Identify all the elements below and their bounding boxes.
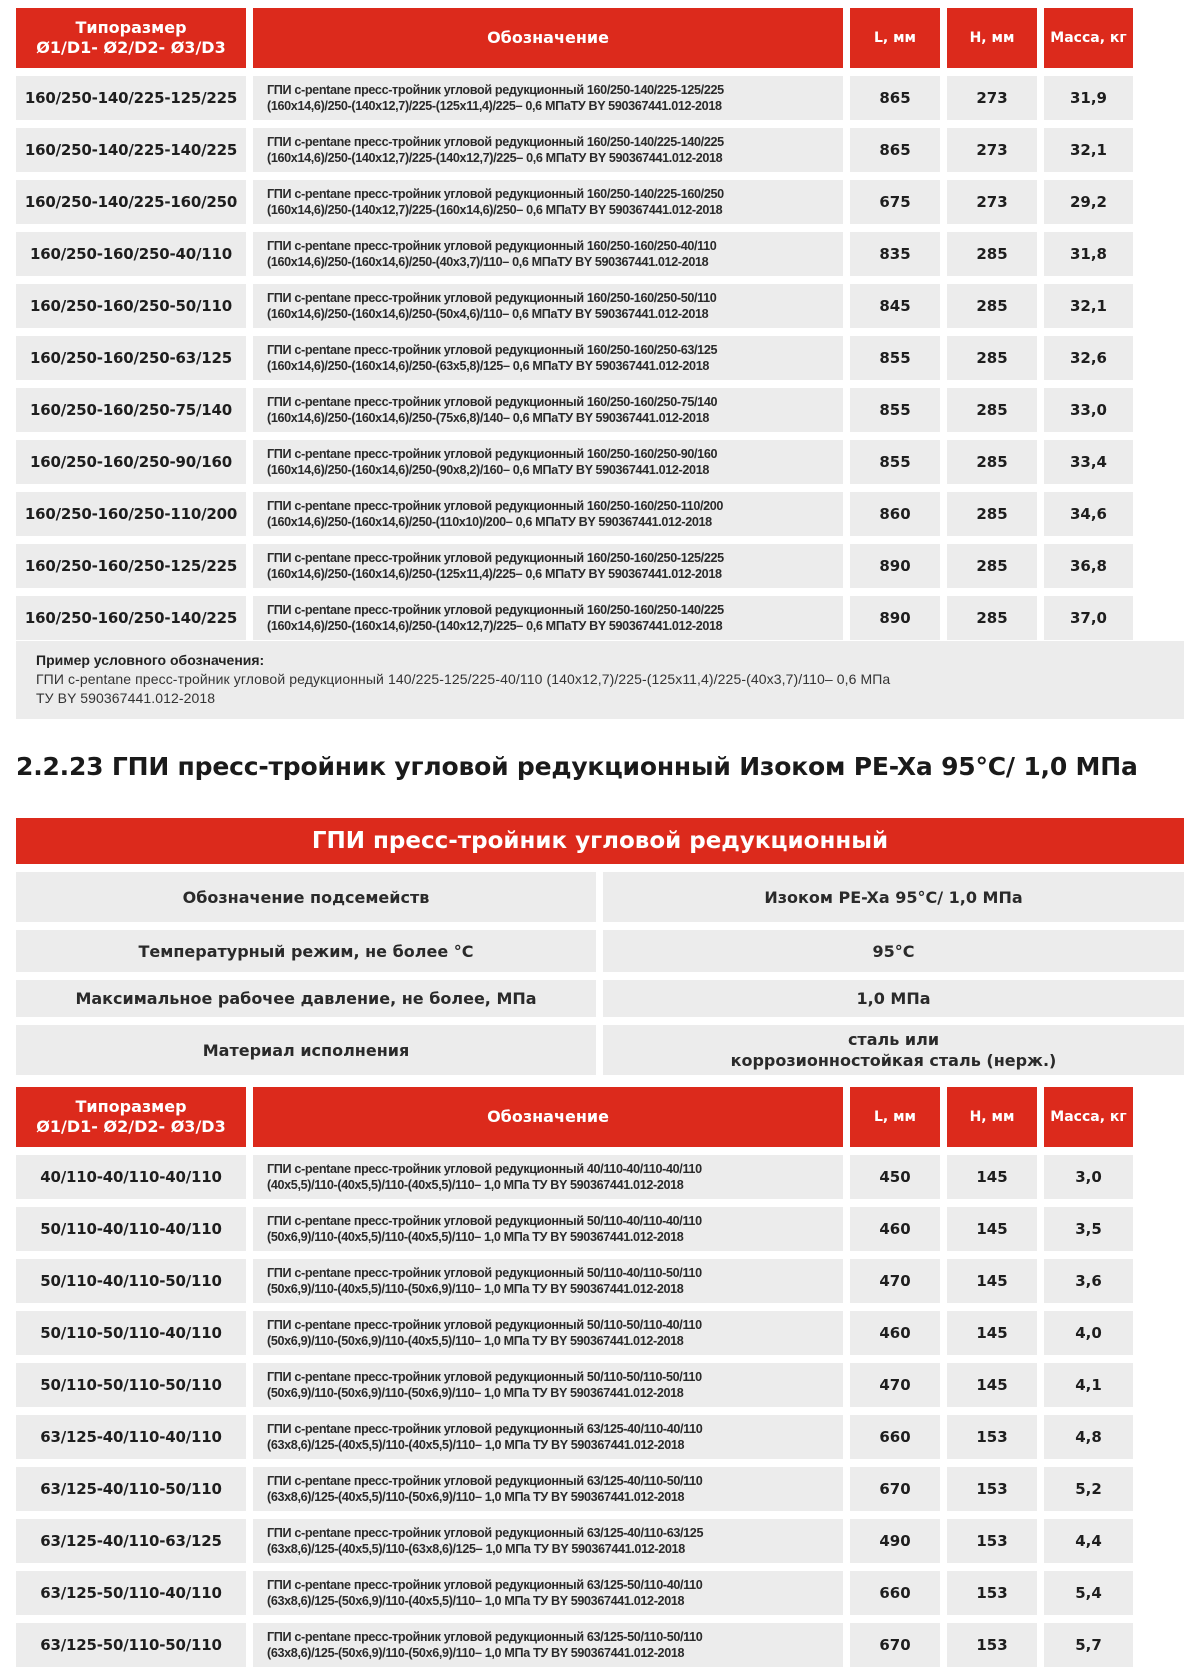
cell-mass: 4,4 — [1044, 1519, 1133, 1563]
cell-length: 845 — [850, 284, 940, 328]
cell-size: 63/125-40/110-40/110 — [16, 1415, 246, 1459]
designation-example — [16, 641, 1184, 719]
designation-line-2: (160x14,6)/250-(160x14,6)/250-(50x4,6)/110– 0,6 МПаТУ BY 590367441.012-2018 — [267, 307, 709, 321]
header-designation: Обозначение — [253, 8, 843, 68]
cell-height: 145 — [947, 1311, 1037, 1355]
designation-line-2: (40x5,5)/110-(40x5,5)/110-(40x5,5)/110– 1,0 МПа ТУ BY 590367441.012-2018 — [267, 1178, 684, 1192]
cell-designation — [253, 1259, 843, 1303]
cell-length: 675 — [850, 180, 940, 224]
property-row — [16, 1025, 1184, 1075]
cell-length: 890 — [850, 544, 940, 588]
cell-mass: 34,6 — [1044, 492, 1133, 536]
cell-mass: 37,0 — [1044, 596, 1133, 640]
cell-mass: 33,4 — [1044, 440, 1133, 484]
cell-designation — [253, 388, 843, 432]
cell-designation — [253, 492, 843, 536]
cell-size: 160/250-160/250-125/225 — [16, 544, 246, 588]
property-label: Максимальное рабочее давление, не более, МПа — [16, 980, 596, 1017]
cell-mass: 4,8 — [1044, 1415, 1133, 1459]
designation-line-2: (160x14,6)/250-(160x14,6)/250-(90x8,2)/160– 0,6 МПаТУ BY 590367441.012-2018 — [267, 463, 710, 477]
designation-line-1: ГПИ c-pentane пресс-тройник угловой редукционный 160/250-140/225-140/225 — [267, 135, 724, 149]
cell-height: 285 — [947, 596, 1037, 640]
example-line-2: ТУ BY 590367441.012-2018 — [36, 690, 216, 706]
cell-height: 285 — [947, 492, 1037, 536]
cell-size: 63/125-50/110-40/110 — [16, 1571, 246, 1615]
cell-length: 660 — [850, 1571, 940, 1615]
cell-designation — [253, 1519, 843, 1563]
header-size: Типоразмер Ø1/D1- Ø2/D2- Ø3/D3 — [16, 1087, 246, 1147]
cell-length: 470 — [850, 1363, 940, 1407]
designation-line-2: (160x14,6)/250-(160x14,6)/250-(75x6,8)/140– 0,6 МПаТУ BY 590367441.012-2018 — [267, 411, 710, 425]
cell-height: 145 — [947, 1259, 1037, 1303]
designation-line-1: ГПИ c-pentane пресс-тройник угловой редукционный 160/250-160/250-75/140 — [267, 395, 718, 409]
designation-line-1: ГПИ c-pentane пресс-тройник угловой редукционный 160/250-160/250-110/200 — [267, 499, 724, 513]
product-table-isokom — [16, 1087, 1184, 1675]
cell-height: 153 — [947, 1623, 1037, 1667]
cell-height: 285 — [947, 284, 1037, 328]
cell-size: 160/250-160/250-75/140 — [16, 388, 246, 432]
designation-line-2: (160x14,6)/250-(160x14,6)/250-(125x11,4)/225– 0,6 МПаТУ BY 590367441.012-2018 — [267, 567, 722, 581]
cell-length: 670 — [850, 1623, 940, 1667]
cell-designation — [253, 1415, 843, 1459]
cell-mass: 32,6 — [1044, 336, 1133, 380]
cell-size: 160/250-140/225-140/225 — [16, 128, 246, 172]
cell-length: 865 — [850, 76, 940, 120]
header-designation: Обозначение — [253, 1087, 843, 1147]
cell-mass: 32,1 — [1044, 128, 1133, 172]
designation-line-1: ГПИ c-pentane пресс-тройник угловой редукционный 50/110-40/110-40/110 — [267, 1214, 702, 1228]
designation-line-1: ГПИ c-pentane пресс-тройник угловой редукционный 160/250-140/225-125/225 — [267, 83, 724, 97]
header-mass: Масса, кг — [1044, 8, 1133, 68]
designation-line-2: (160x14,6)/250-(160x14,6)/250-(140x12,7)/225– 0,6 МПаТУ BY 590367441.012-2018 — [267, 619, 723, 633]
cell-mass: 33,0 — [1044, 388, 1133, 432]
property-value: 1,0 МПа — [603, 980, 1184, 1017]
property-label: Материал исполнения — [16, 1025, 596, 1075]
cell-length: 855 — [850, 336, 940, 380]
designation-line-2: (63x8,6)/125-(50x6,9)/110-(40x5,5)/110– 1,0 МПа ТУ BY 590367441.012-2018 — [267, 1594, 685, 1608]
cell-mass: 4,0 — [1044, 1311, 1133, 1355]
property-row — [16, 980, 1184, 1017]
designation-line-2: (63x8,6)/125-(40x5,5)/110-(63x8,6)/125– 1,0 МПа ТУ BY 590367441.012-2018 — [267, 1542, 685, 1556]
cell-length: 490 — [850, 1519, 940, 1563]
cell-height: 153 — [947, 1571, 1037, 1615]
designation-line-1: ГПИ c-pentane пресс-тройник угловой редукционный 63/125-50/110-50/110 — [267, 1630, 703, 1644]
cell-length: 460 — [850, 1207, 940, 1251]
cell-size: 160/250-160/250-110/200 — [16, 492, 246, 536]
cell-size: 160/250-160/250-140/225 — [16, 596, 246, 640]
cell-designation — [253, 232, 843, 276]
designation-line-1: ГПИ c-pentane пресс-тройник угловой редукционный 160/250-140/225-160/250 — [267, 187, 724, 201]
designation-line-2: (50x6,9)/110-(40x5,5)/110-(50x6,9)/110– 1,0 МПа ТУ BY 590367441.012-2018 — [267, 1282, 684, 1296]
designation-line-2: (160x14,6)/250-(140x12,7)/225-(140x12,7)/225– 0,6 МПаТУ BY 590367441.012-2018 — [267, 151, 723, 165]
cell-size: 50/110-40/110-50/110 — [16, 1259, 246, 1303]
header-length: L, мм — [850, 1087, 940, 1147]
cell-height: 273 — [947, 180, 1037, 224]
example-label: Пример условного обозначения: — [36, 652, 265, 668]
cell-length: 670 — [850, 1467, 940, 1511]
designation-line-1: ГПИ c-pentane пресс-тройник угловой редукционный 40/110-40/110-40/110 — [267, 1162, 702, 1176]
cell-size: 50/110-50/110-40/110 — [16, 1311, 246, 1355]
cell-designation — [253, 180, 843, 224]
cell-size: 40/110-40/110-40/110 — [16, 1155, 246, 1199]
property-row — [16, 930, 1184, 972]
property-value: Изоком PE-Xa 95°С/ 1,0 МПа — [603, 872, 1184, 922]
cell-height: 145 — [947, 1155, 1037, 1199]
designation-line-1: ГПИ c-pentane пресс-тройник угловой редукционный 160/250-160/250-125/225 — [267, 551, 724, 565]
cell-mass: 4,1 — [1044, 1363, 1133, 1407]
cell-designation — [253, 596, 843, 640]
property-label: Температурный режим, не более °С — [16, 930, 596, 972]
designation-line-2: (160x14,6)/250-(140x12,7)/225-(160x14,6)/250– 0,6 МПаТУ BY 590367441.012-2018 — [267, 203, 723, 217]
cell-designation — [253, 544, 843, 588]
cell-length: 890 — [850, 596, 940, 640]
designation-line-1: ГПИ c-pentane пресс-тройник угловой редукционный 63/125-40/110-50/110 — [267, 1474, 703, 1488]
cell-height: 285 — [947, 232, 1037, 276]
cell-size: 50/110-40/110-40/110 — [16, 1207, 246, 1251]
cell-size: 160/250-160/250-63/125 — [16, 336, 246, 380]
cell-height: 285 — [947, 544, 1037, 588]
designation-line-1: ГПИ c-pentane пресс-тройник угловой редукционный 160/250-160/250-90/160 — [267, 447, 718, 461]
header-mass: Масса, кг — [1044, 1087, 1133, 1147]
designation-line-2: (50x6,9)/110-(50x6,9)/110-(40x5,5)/110– 1,0 МПа ТУ BY 590367441.012-2018 — [267, 1334, 684, 1348]
cell-size: 50/110-50/110-50/110 — [16, 1363, 246, 1407]
designation-line-2: (63x8,6)/125-(50x6,9)/110-(50x6,9)/110– 1,0 МПа ТУ BY 590367441.012-2018 — [267, 1646, 685, 1660]
cell-mass: 5,4 — [1044, 1571, 1133, 1615]
cell-mass: 3,6 — [1044, 1259, 1133, 1303]
cell-length: 660 — [850, 1415, 940, 1459]
cell-length: 835 — [850, 232, 940, 276]
cell-designation — [253, 284, 843, 328]
cell-mass: 5,2 — [1044, 1467, 1133, 1511]
cell-designation — [253, 128, 843, 172]
cell-designation — [253, 1571, 843, 1615]
cell-height: 285 — [947, 388, 1037, 432]
designation-line-1: ГПИ c-pentane пресс-тройник угловой редукционный 50/110-40/110-50/110 — [267, 1266, 702, 1280]
cell-designation — [253, 1363, 843, 1407]
property-value: сталь или коррозионностойкая сталь (нерж.) — [603, 1025, 1184, 1075]
designation-line-2: (160x14,6)/250-(160x14,6)/250-(110x10)/200– 0,6 МПаТУ BY 590367441.012-2018 — [267, 515, 712, 529]
cell-length: 855 — [850, 388, 940, 432]
cell-mass: 31,9 — [1044, 76, 1133, 120]
designation-line-1: ГПИ c-pentane пресс-тройник угловой редукционный 160/250-160/250-63/125 — [267, 343, 718, 357]
cell-height: 145 — [947, 1207, 1037, 1251]
cell-mass: 5,7 — [1044, 1623, 1133, 1667]
designation-line-1: ГПИ c-pentane пресс-тройник угловой редукционный 160/250-160/250-40/110 — [267, 239, 717, 253]
designation-line-2: (160x14,6)/250-(160x14,6)/250-(40x3,7)/110– 0,6 МПаТУ BY 590367441.012-2018 — [267, 255, 709, 269]
designation-line-1: ГПИ c-pentane пресс-тройник угловой редукционный 160/250-160/250-140/225 — [267, 603, 724, 617]
designation-line-2: (160x14,6)/250-(160x14,6)/250-(63x5,8)/125– 0,6 МПаТУ BY 590367441.012-2018 — [267, 359, 710, 373]
designation-line-2: (50x6,9)/110-(40x5,5)/110-(40x5,5)/110– 1,0 МПа ТУ BY 590367441.012-2018 — [267, 1230, 684, 1244]
cell-size: 63/125-40/110-50/110 — [16, 1467, 246, 1511]
designation-line-2: (50x6,9)/110-(50x6,9)/110-(50x6,9)/110– 1,0 МПа ТУ BY 590367441.012-2018 — [267, 1386, 684, 1400]
cell-size: 160/250-160/250-50/110 — [16, 284, 246, 328]
cell-size: 63/125-50/110-50/110 — [16, 1623, 246, 1667]
cell-designation — [253, 1207, 843, 1251]
cell-size: 160/250-160/250-90/160 — [16, 440, 246, 484]
cell-length: 860 — [850, 492, 940, 536]
cell-mass: 36,8 — [1044, 544, 1133, 588]
section-title: 2.2.23 ГПИ пресс-тройник угловой редукционный Изоком PE-Xa 95°С/ 1,0 МПа — [16, 752, 1138, 781]
cell-designation — [253, 440, 843, 484]
cell-height: 273 — [947, 76, 1037, 120]
cell-mass: 31,8 — [1044, 232, 1133, 276]
cell-size: 160/250-140/225-160/250 — [16, 180, 246, 224]
cell-height: 153 — [947, 1519, 1037, 1563]
cell-designation — [253, 1155, 843, 1199]
designation-line-1: ГПИ c-pentane пресс-тройник угловой редукционный 63/125-40/110-40/110 — [267, 1422, 703, 1436]
cell-size: 63/125-40/110-63/125 — [16, 1519, 246, 1563]
cell-length: 470 — [850, 1259, 940, 1303]
cell-height: 153 — [947, 1467, 1037, 1511]
header-height: H, мм — [947, 1087, 1037, 1147]
cell-mass: 29,2 — [1044, 180, 1133, 224]
cell-length: 865 — [850, 128, 940, 172]
cell-height: 285 — [947, 336, 1037, 380]
designation-line-2: (160x14,6)/250-(140x12,7)/225-(125x11,4)/225– 0,6 МПаТУ BY 590367441.012-2018 — [267, 99, 722, 113]
cell-size: 160/250-140/225-125/225 — [16, 76, 246, 120]
cell-length: 450 — [850, 1155, 940, 1199]
designation-line-1: ГПИ c-pentane пресс-тройник угловой редукционный 63/125-40/110-63/125 — [267, 1526, 704, 1540]
example-line-1: ГПИ c-pentane пресс-тройник угловой редукционный 140/225-125/225-40/110 (140x12,7)/225-(125x11,4)/225-(40x3,7)/110– 0,6 МПа — [36, 671, 891, 687]
property-label: Обозначение подсемейств — [16, 872, 596, 922]
header-size: Типоразмер Ø1/D1- Ø2/D2- Ø3/D3 — [16, 8, 246, 68]
header-length: L, мм — [850, 8, 940, 68]
designation-line-2: (63x8,6)/125-(40x5,5)/110-(50x6,9)/110– 1,0 МПа ТУ BY 590367441.012-2018 — [267, 1490, 685, 1504]
designation-line-1: ГПИ c-pentane пресс-тройник угловой редукционный 50/110-50/110-50/110 — [267, 1370, 702, 1384]
cell-mass: 32,1 — [1044, 284, 1133, 328]
cell-mass: 3,0 — [1044, 1155, 1133, 1199]
cell-designation — [253, 336, 843, 380]
cell-mass: 3,5 — [1044, 1207, 1133, 1251]
cell-height: 145 — [947, 1363, 1037, 1407]
cell-height: 273 — [947, 128, 1037, 172]
product-banner: ГПИ пресс-тройник угловой редукционный — [16, 818, 1184, 864]
cell-length: 460 — [850, 1311, 940, 1355]
designation-line-2: (63x8,6)/125-(40x5,5)/110-(40x5,5)/110– 1,0 МПа ТУ BY 590367441.012-2018 — [267, 1438, 685, 1452]
properties-table — [16, 872, 1184, 1083]
designation-line-1: ГПИ c-pentane пресс-тройник угловой редукционный 63/125-50/110-40/110 — [267, 1578, 703, 1592]
designation-line-1: ГПИ c-pentane пресс-тройник угловой редукционный 160/250-160/250-50/110 — [267, 291, 717, 305]
cell-designation — [253, 76, 843, 120]
cell-height: 153 — [947, 1415, 1037, 1459]
cell-size: 160/250-160/250-40/110 — [16, 232, 246, 276]
product-table-cpentane — [16, 8, 1184, 648]
property-value: 95°С — [603, 930, 1184, 972]
property-row — [16, 872, 1184, 922]
cell-height: 285 — [947, 440, 1037, 484]
cell-designation — [253, 1467, 843, 1511]
cell-length: 855 — [850, 440, 940, 484]
designation-line-1: ГПИ c-pentane пресс-тройник угловой редукционный 50/110-50/110-40/110 — [267, 1318, 702, 1332]
header-height: H, мм — [947, 8, 1037, 68]
cell-designation — [253, 1623, 843, 1667]
cell-designation — [253, 1311, 843, 1355]
